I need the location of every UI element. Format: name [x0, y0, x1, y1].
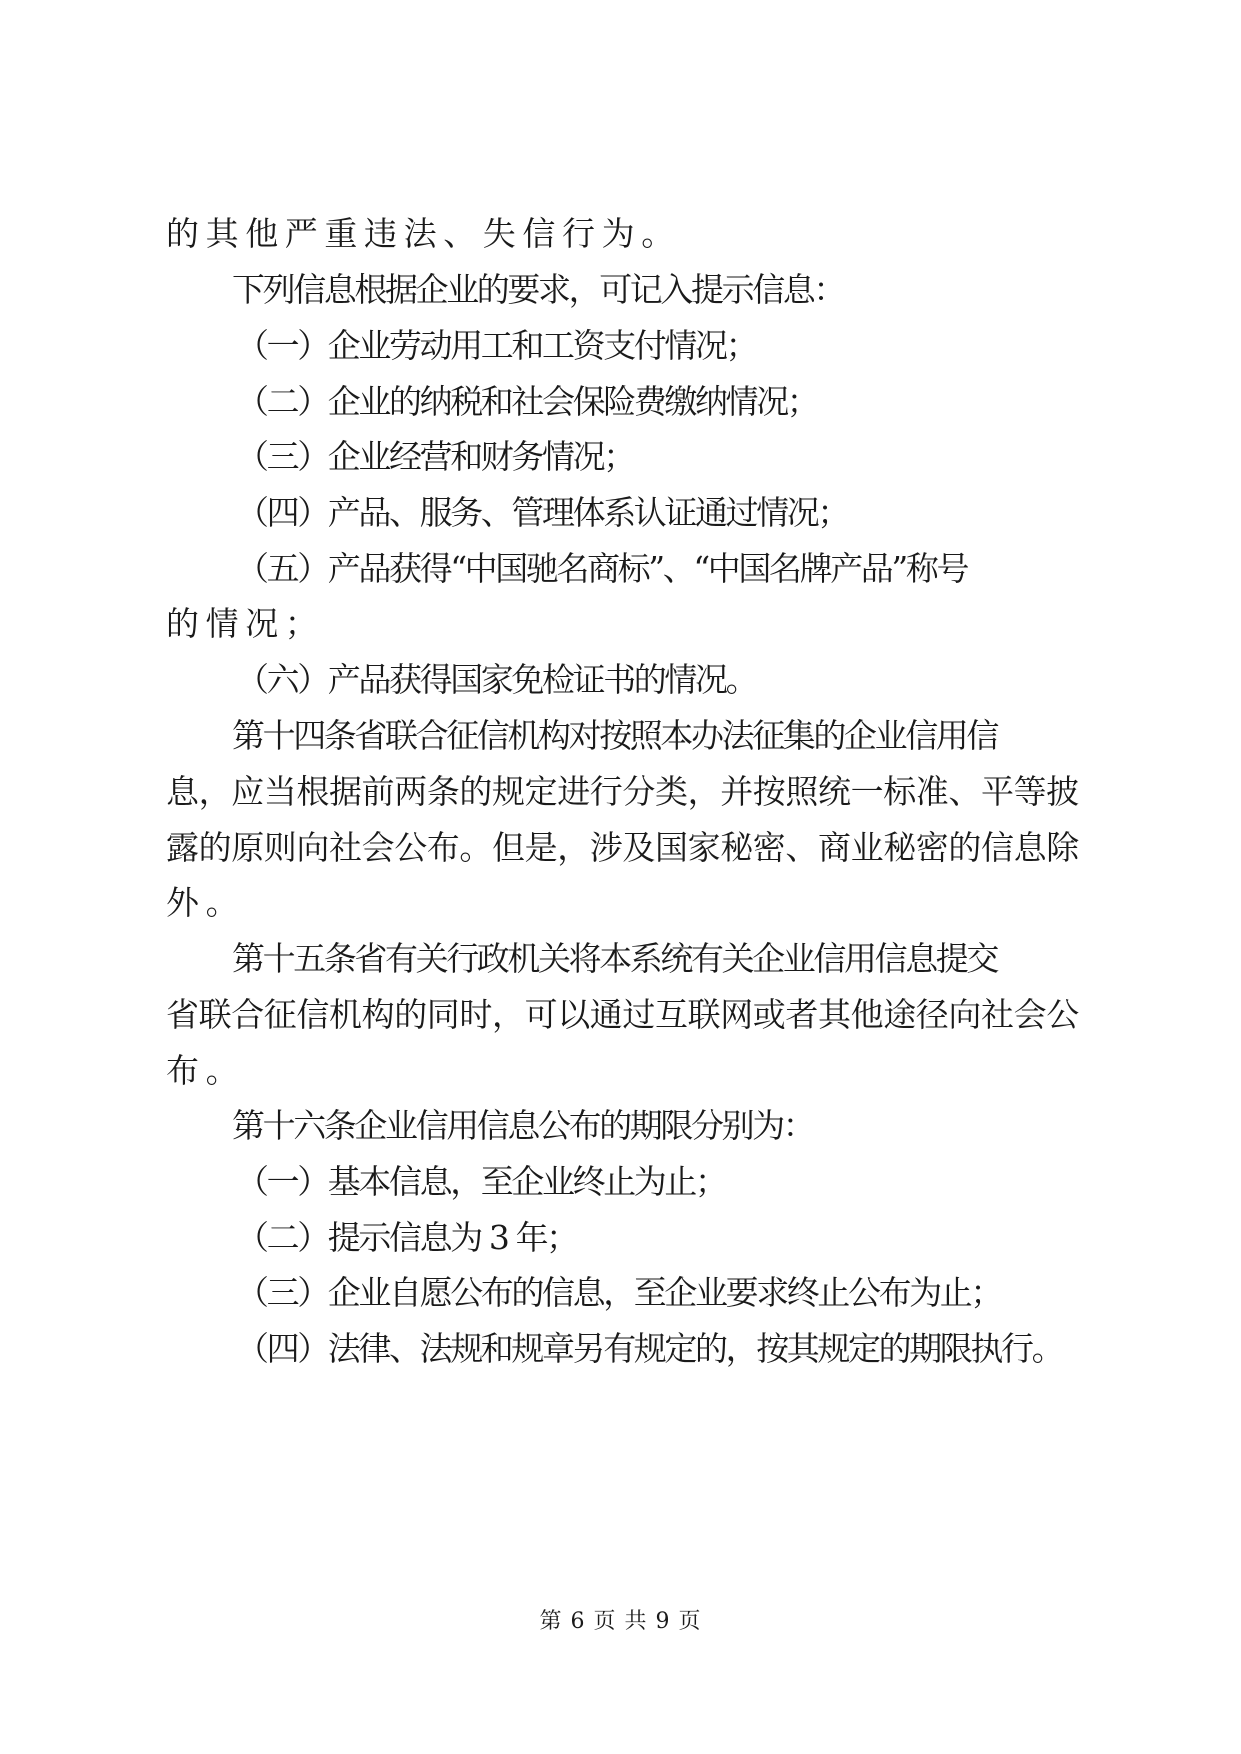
text-line: 息，应当根据前两条的规定进行分类，并按照统一标准、平等披	[166, 772, 1079, 811]
text-line: 的情况；	[166, 604, 325, 643]
text-line: 外。	[166, 883, 246, 922]
text-line: 的其他严重违法、失信行为。	[166, 214, 681, 253]
list-item: （三）企业经营和财务情况；	[236, 437, 634, 476]
list-item: （一）基本信息，至企业终止为止；	[236, 1162, 726, 1201]
text-line: 下列信息根据企业的要求，可记入提示信息：	[232, 270, 845, 309]
list-item: （六）产品获得国家免检证书的情况。	[236, 660, 757, 699]
list-item: （四）法律、法规和规章另有规定的，按其规定的期限执行。	[236, 1329, 1063, 1368]
text-line: 省联合征信机构的同时，可以通过互联网或者其他途径向社会公	[166, 995, 1079, 1034]
list-item: （四）产品、服务、管理体系认证通过情况；	[236, 493, 849, 532]
list-item: （三）企业自愿公布的信息，至企业要求终止公布为止；	[236, 1273, 1002, 1312]
text-line: 露的原则向社会公布。但是，涉及国家秘密、商业秘密的信息除	[166, 828, 1079, 867]
page-footer: 第 6 页 共 9 页	[539, 1609, 702, 1634]
text-line: 布。	[166, 1051, 246, 1090]
article-14: 第十四条省联合征信机构对按照本办法征集的企业信用信	[232, 716, 998, 755]
list-item: （二）企业的纳税和社会保险费缴纳情况；	[236, 382, 818, 421]
article-16: 第十六条企业信用信息公布的期限分别为：	[232, 1106, 814, 1145]
list-item: （一）企业劳动用工和工资支付情况；	[236, 326, 757, 365]
list-item: （二）提示信息为 3 年；	[236, 1218, 577, 1257]
article-15: 第十五条省有关行政机关将本系统有关企业信用信息提交	[232, 939, 998, 978]
list-item: （五）产品获得“中国驰名商标”、“中国名牌产品”称号	[236, 549, 968, 588]
